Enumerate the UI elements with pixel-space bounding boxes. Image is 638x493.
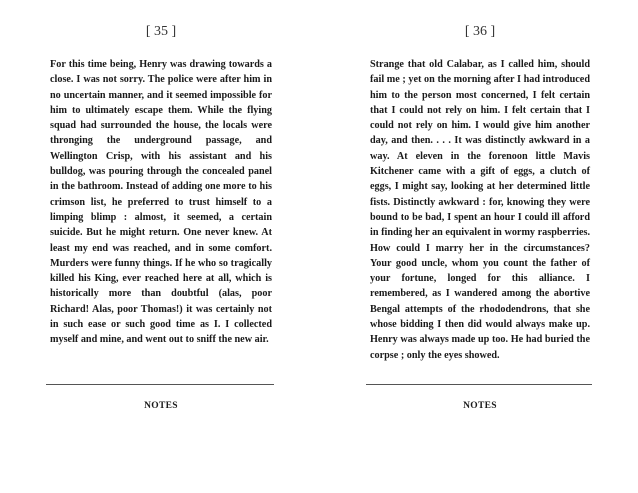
left-page [50,0,272,493]
notes-heading: NOTES [144,401,178,411]
page-number: [ 35 ] [145,24,177,39]
page-number: [ 36 ] [464,24,496,39]
page-body-text: Strange that old Calabar, as I called him, should fail me ; yet on the morning after I had introduced him to the person most concerned, I felt certain that I could not rely on him. I felt certain that I could not rely on him. I would give him another day, and then. . . . It was distinctly awkward in a way. At eleven in the forenoon little Mavis Kitchener came with a gift of eggs, a clutch of eggs, I might say, looking at her determined little fists. Distinctly awkward : for, knowing they were bound to be bad, I spent an hour I could ill afford in finding her an equivalent in wormy raspberries. How could I marry her in the circumstances? Your good uncle, whom you count the father of your fortune, longed for this alliance. I remembered, as I wandered among the abortive Bengal attempts of the rhododendrons, that she whose bidding I then did would always make up. Henry was always made up too. He had buried the corpse ; only the eyes showed. [370,59,590,361]
right-page [370,0,590,493]
page-body-text: For this time being, Henry was drawing towards a close. I was not sorry. The police were after him in no uncertain manner, and it seemed impossible for him to ultimately escape them. While the flying squad had surrounded the house, the locals were thronging the underground passage, and Wellington Crisp, with his assistant and his bulldog, was pouring through the concealed panel in the bathroom. Instead of adding one more to his crimson list, he preferred to trust himself to a limping blimp : almost, it seemed, a certain suicide. But he might return. One never knew. At least my end was reached, and in some comfort. Murders were funny things. If he who so tragically killed his King, ever reached here at all, which is historically more than doubtful (alas, poor Richard! Alas, poor Thomas!) it was certainly not in such ease or such good time as I. I collected myself and mine, and went out to sniff the new air. [50,59,272,346]
notes-heading: NOTES [463,401,497,411]
notes-divider [366,384,592,385]
notes-divider [46,384,274,385]
